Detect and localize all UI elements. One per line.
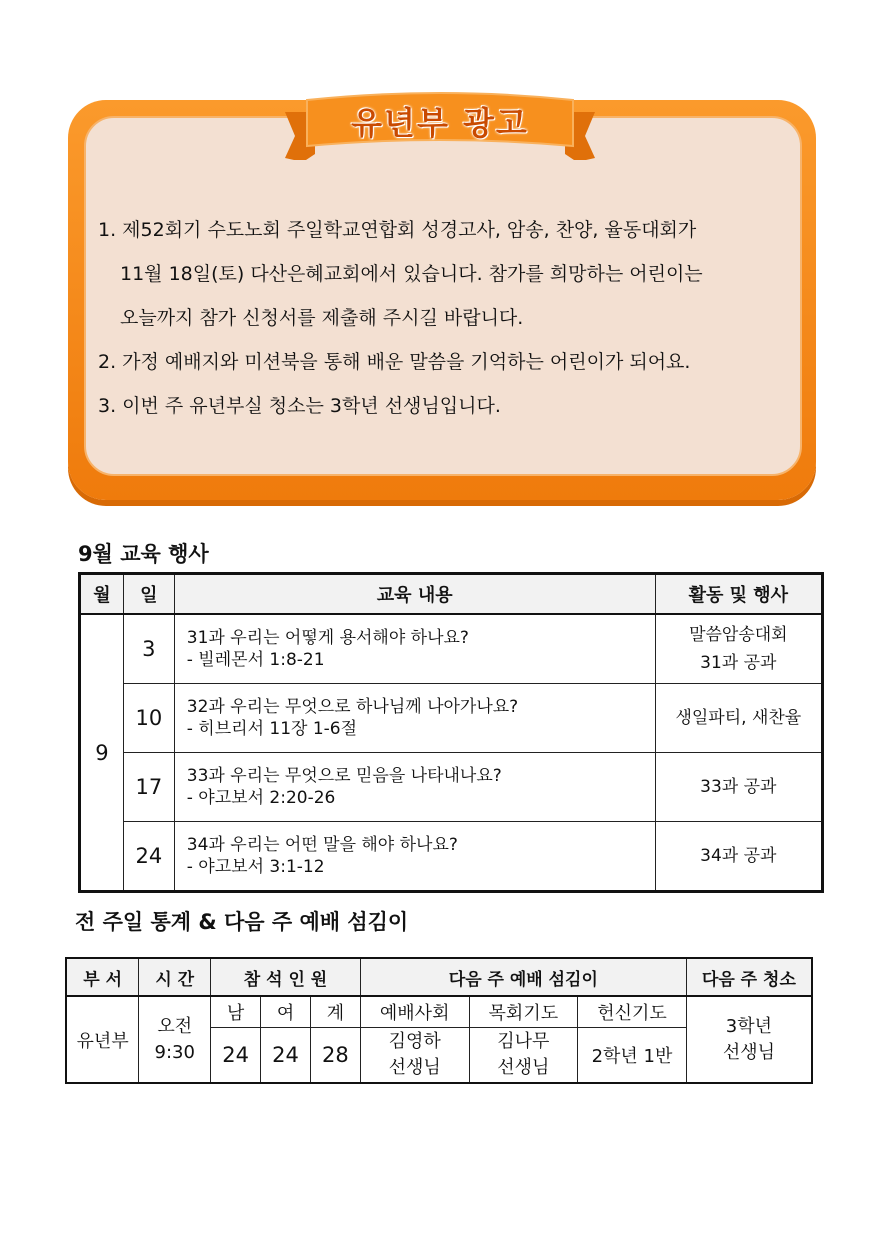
announcement-title: 유년부 광고 (351, 104, 529, 142)
announcement-line: 3. 이번 주 유년부실 청소는 3학년 선생님입니다. (98, 395, 501, 417)
cleaning-text: 3학년 (725, 1015, 773, 1037)
table-row (66, 996, 812, 1028)
lesson-verse: - 히브리서 11장 1-6절 (186, 719, 358, 739)
offering-cell: 2학년 1반 (578, 1028, 687, 1084)
announcement-line: 오늘까지 참가 신청서를 제출해 주시길 바랍니다. (120, 307, 524, 329)
table-row (80, 822, 823, 892)
lesson-title: 32과 우리는 무엇으로 하나님께 나아가나요? (186, 697, 519, 717)
offering-header: 헌신기도 (578, 996, 687, 1028)
prayer-text: 김나무 (497, 1031, 550, 1052)
activity-cell (655, 614, 822, 684)
header-attendance: 참 석 인 원 (211, 958, 361, 996)
lesson-verse: - 빌레몬서 1:8-21 (186, 650, 325, 670)
announcement-line: 1. 제52회기 수도노회 주일학교연합회 성경고사, 암송, 찬양, 율동대회가 (98, 219, 697, 241)
female-header: 여 (261, 996, 311, 1028)
dept-cell: 유년부 (66, 996, 139, 1083)
header-day: 일 (123, 574, 174, 615)
header-servers: 다음 주 예배 섬김이 (360, 958, 686, 996)
header-activity: 활동 및 행사 (655, 574, 822, 615)
header-month: 월 (80, 574, 124, 615)
header-content: 교육 내용 (174, 574, 655, 615)
time-text: 오전 (157, 1015, 193, 1037)
activity-text: 생일파티, 새찬율 (675, 708, 802, 728)
schedule-table (78, 572, 824, 893)
header-cleaning: 다음 주 청소 (686, 958, 812, 996)
lesson-cell (174, 822, 655, 892)
time-cell (139, 996, 211, 1083)
stats-table (65, 957, 813, 1084)
activity-text: 말씀암송대회 (689, 625, 788, 645)
leader-cell (360, 1028, 469, 1084)
cleaning-text: 선생님 (722, 1041, 775, 1063)
day-cell: 3 (123, 614, 174, 684)
male-header: 남 (211, 996, 261, 1028)
stats-heading: 전 주일 통계 & 다음 주 예배 섬김이 (75, 910, 409, 934)
announcement-line: 2. 가정 예배지와 미션북을 통해 배운 말씀을 기억하는 어린이가 되어요. (98, 351, 691, 373)
lesson-cell (174, 684, 655, 753)
activity-cell (655, 753, 822, 822)
lesson-title: 31과 우리는 어떻게 용서해야 하나요? (186, 628, 469, 648)
table-header-row (80, 574, 823, 615)
activity-text: 31과 공과 (700, 653, 777, 673)
day-cell: 24 (123, 822, 174, 892)
prayer-text: 선생님 (497, 1057, 550, 1078)
prayer-cell (469, 1028, 578, 1084)
announcement-line: 11월 18일(토) 다산은혜교회에서 있습니다. 참가를 희망하는 어린이는 (120, 263, 703, 285)
leader-header: 예배사회 (360, 996, 469, 1028)
table-row (80, 684, 823, 753)
announcement-list (98, 208, 788, 428)
leader-text: 선생님 (388, 1057, 441, 1078)
header-time: 시 간 (139, 958, 211, 996)
day-cell: 10 (123, 684, 174, 753)
lesson-cell (174, 753, 655, 822)
activity-cell (655, 684, 822, 753)
activity-text: 34과 공과 (700, 846, 777, 866)
total-header: 계 (310, 996, 360, 1028)
activity-cell (655, 822, 822, 892)
female-count: 24 (261, 1028, 311, 1084)
header-dept: 부 서 (66, 958, 139, 996)
cleaning-cell (686, 996, 812, 1083)
day-cell: 17 (123, 753, 174, 822)
lesson-verse: - 야고보서 3:1-12 (186, 857, 325, 877)
prayer-header: 목회기도 (469, 996, 578, 1028)
announcement-banner (285, 90, 595, 160)
table-row (80, 614, 823, 684)
lesson-title: 33과 우리는 무엇으로 믿음을 나타내나요? (186, 766, 502, 786)
table-row (80, 753, 823, 822)
leader-text: 김영하 (388, 1031, 441, 1052)
lesson-cell (174, 614, 655, 684)
male-count: 24 (211, 1028, 261, 1084)
month-cell: 9 (80, 614, 124, 892)
total-count: 28 (310, 1028, 360, 1084)
table-header-row (66, 958, 812, 996)
time-text: 9:30 (154, 1041, 195, 1063)
lesson-title: 34과 우리는 어떤 말을 해야 하나요? (186, 835, 458, 855)
schedule-heading: 9월 교육 행사 (78, 542, 209, 566)
lesson-verse: - 야고보서 2:20-26 (186, 788, 336, 808)
activity-text: 33과 공과 (700, 777, 777, 797)
